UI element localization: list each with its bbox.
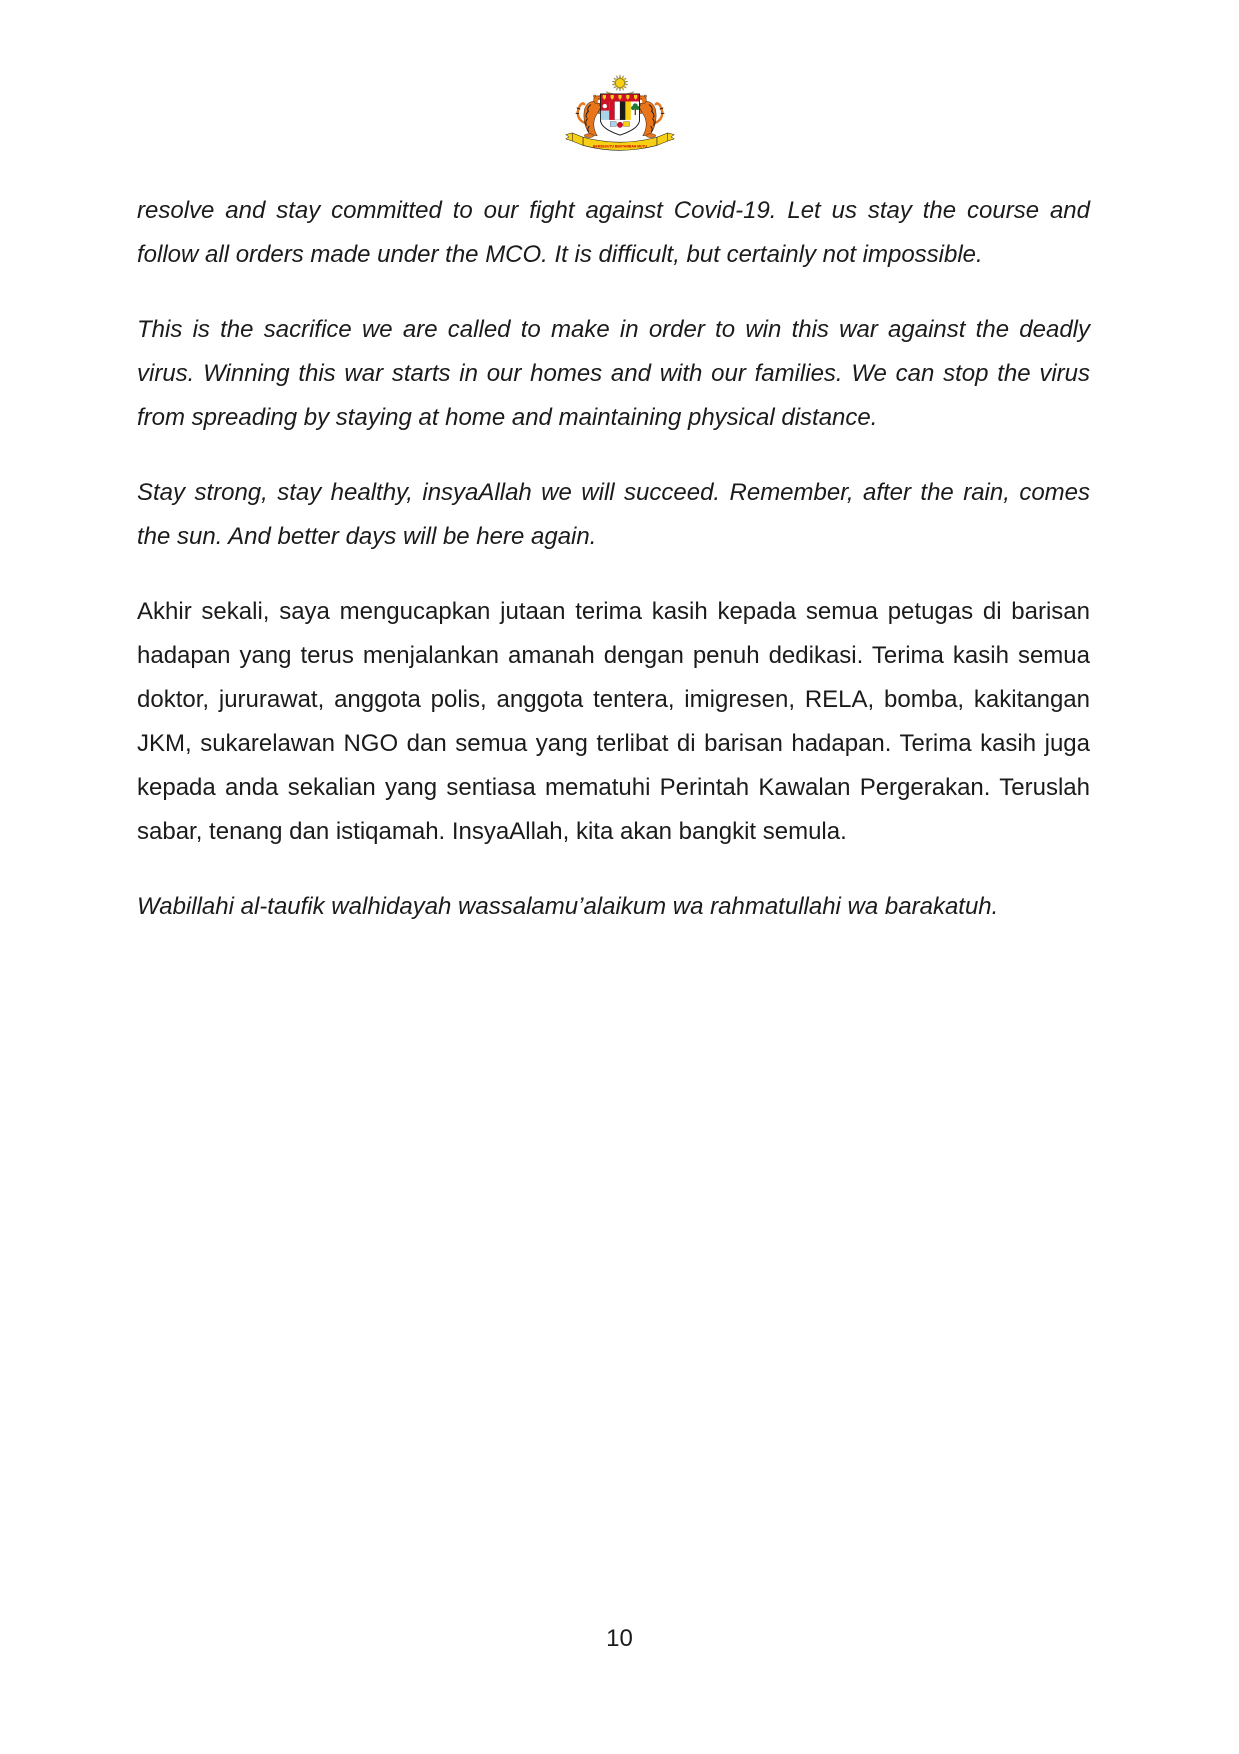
paragraph-3: Stay strong, stay healthy, insyaAllah we will succeed. Remember, after the rain, comes the sun. And better days will be here again.	[137, 479, 1090, 550]
document-body	[137, 189, 1090, 960]
page-number: 10	[606, 1625, 633, 1652]
sabah-panel	[610, 122, 616, 127]
paragraph-5: Wabillahi al-taufik walhidayah wassalamu’alaikum wa rahmatullahi wa barakatuh.	[137, 893, 999, 920]
motto-banner	[565, 133, 674, 150]
paragraph-4: Akhir sekali, saya mengucapkan jutaan terima kasih kepada semua petugas di barisan hadapan yang terus menjalankan amanah dengan penuh dedikasi. Terima kasih semua doktor, jururawat, anggota polis, anggota tentera, imigresen, RELA, bomba, kakitangan JKM, sukarelawan NGO dan semua yang terlibat di barisan hadapan. Terima kasih juga kepada anda sekalian yang sentiasa mematuhi Perintah Kawalan Pergerakan. Teruslah sabar, tenang dan istiqamah. InsyaAllah, kita akan bangkit semula.	[137, 598, 1090, 845]
sarawak-panel	[623, 122, 629, 127]
motto-text: BERSEKUTU BERTAMBAH MUTU	[592, 144, 647, 149]
shield	[600, 94, 639, 135]
paragraph-1: resolve and stay committed to our fight against Covid-19. Let us stay the course and follow all orders made under the MCO. It is difficult, but certainly not impossible.	[137, 197, 1090, 268]
malaysia-coat-of-arms-logo	[544, 70, 696, 159]
federal-star-icon	[612, 75, 628, 91]
hibiscus-icon	[617, 122, 622, 127]
paragraph-2: This is the sacrifice we are called to make in order to win this war against the deadly virus. Winning this war starts in our homes and with our families. We can stop the virus from spreading by staying at home and maintaining physical distance.	[137, 316, 1090, 431]
page-footer	[0, 1617, 1239, 1661]
page-header	[0, 70, 1239, 164]
